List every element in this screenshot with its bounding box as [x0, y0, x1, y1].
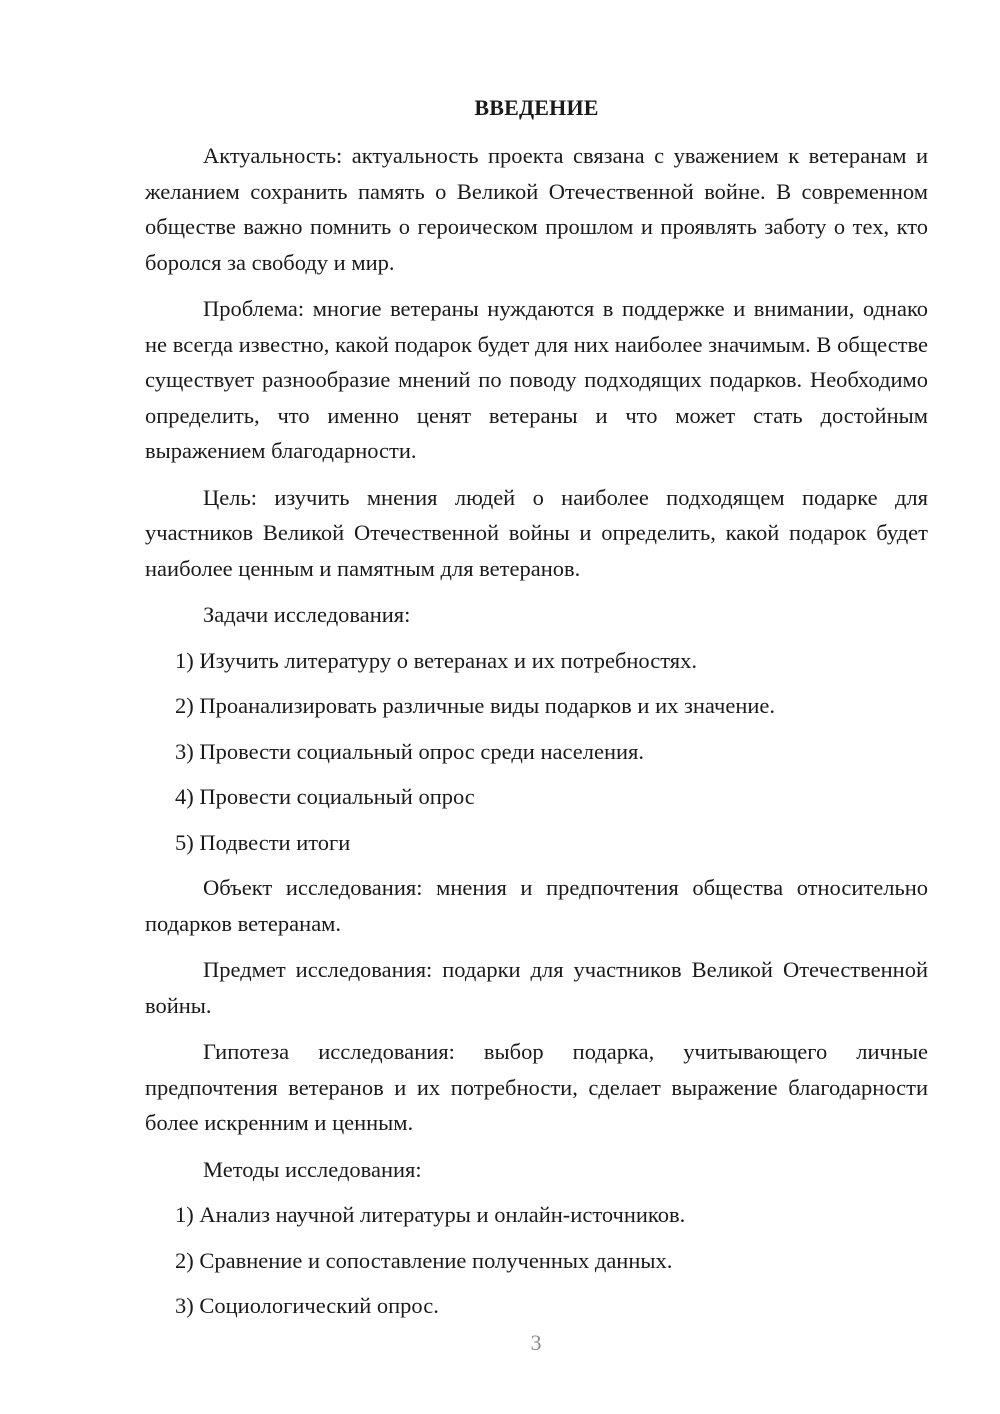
problem-paragraph: Проблема: многие ветераны нуждаются в поддержке и внимании, однако не всегда известно, какой подарок будет для них наиболее значимым. В обществе существует разнообразие мнений по поводу подходящих подарков. Необходимо определить, что именно ценят ветераны и что может стать достойным выражением благодарности.: [145, 296, 928, 463]
goal-paragraph: Цель: изучить мнения людей о наиболее подходящем подарке для участников Великой Отечественной войны и определить, какой подарок будет наиболее ценным и памятным для ветеранов.: [145, 484, 928, 581]
relevance-paragraph: Актуальность: актуальность проекта связана с уважением к ветеранам и желанием сохранить память о Великой Отечественной войне. В современном обществе важно помнить о героическом прошлом и проявлять заботу о тех, кто боролся за свободу и мир.: [145, 143, 928, 275]
list-item: 3) Провести социальный опрос среди населения.: [175, 738, 645, 764]
hypothesis-paragraph: Гипотеза исследования: выбор подарка, учитывающего личные предпочтения ветеранов и их потребности, сделает выражение благодарности более искренним и ценным.: [145, 1039, 928, 1135]
tasks-list: [145, 643, 928, 861]
page-number: 3: [530, 1330, 542, 1355]
methods-heading: Методы исследования:: [203, 1156, 422, 1182]
list-item: 3) Социологический опрос.: [175, 1293, 439, 1318]
list-item: 4) Провести социальный опрос: [175, 784, 475, 809]
list-item: 2) Проанализировать различные виды подарков и их значение.: [175, 693, 776, 718]
object-paragraph: Объект исследования: мнения и предпочтения общества относительно подарков ветеранам.: [145, 875, 928, 936]
methods-list: [145, 1197, 928, 1324]
subject-paragraph: Предмет исследования: подарки для участников Великой Отечественной войны.: [145, 957, 928, 1018]
list-item: 2) Сравнение и сопоставление полученных данных.: [175, 1247, 673, 1273]
tasks-heading: Задачи исследования:: [203, 602, 411, 627]
document-page: [145, 92, 928, 1334]
section-heading: ВВЕДЕНИЕ: [474, 95, 599, 120]
list-item: 1) Анализ научной литературы и онлайн-источников.: [175, 1202, 686, 1227]
list-item: 5) Подвести итоги: [175, 829, 351, 855]
list-item: 1) Изучить литературу о ветеранах и их потребностях.: [175, 647, 697, 673]
